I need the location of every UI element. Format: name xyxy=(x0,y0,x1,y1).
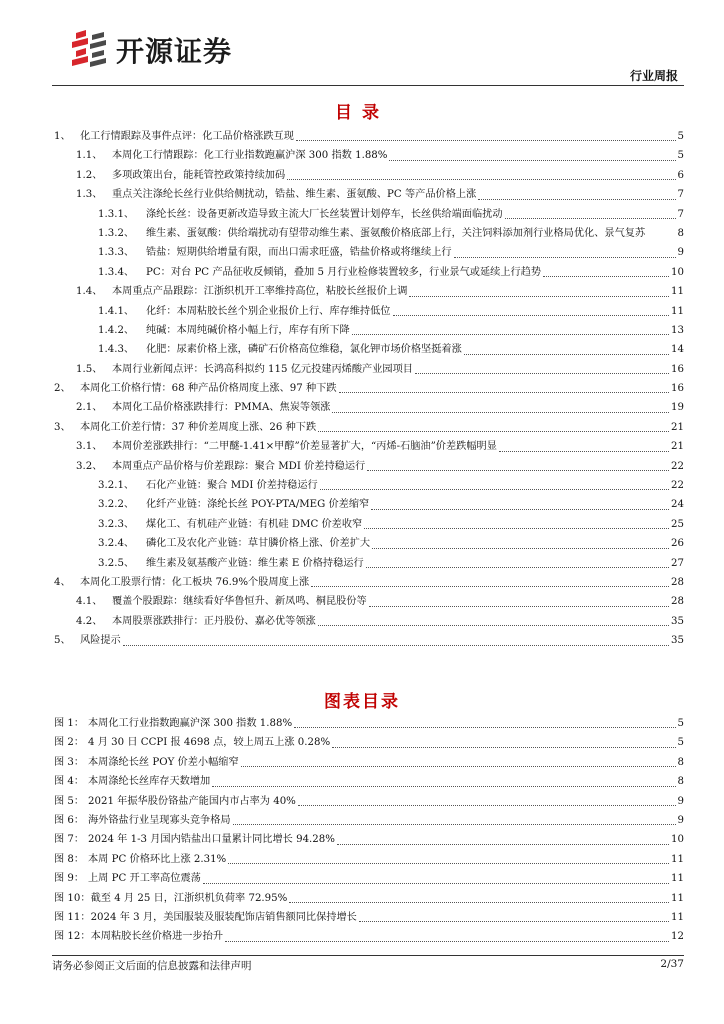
entry-number: 1.5、 xyxy=(76,363,103,375)
entry-page: 11 xyxy=(671,286,684,298)
entry-page: 9 xyxy=(677,814,684,826)
entry-title: 磷化工及农化产业链：草甘膦价格上涨、价差扩大 xyxy=(146,538,371,550)
entry-page: 6 xyxy=(677,169,684,181)
entry-title: 本周化工价格行情：68 种产品价格周度上涨、97 种下跌 xyxy=(80,383,337,395)
entry-number: 图 4： xyxy=(54,776,85,788)
entry-number: 1.3.4、 xyxy=(98,266,135,278)
entry-page: 8 xyxy=(677,776,684,788)
dot-leader xyxy=(499,451,669,452)
toc-entry[interactable] xyxy=(52,418,684,437)
entry-title: 维生素及氨基酸产业链：维生素 E 价格持稳运行 xyxy=(146,557,364,569)
toc-entry[interactable] xyxy=(52,573,684,592)
entry-page: 22 xyxy=(671,460,684,472)
entry-title: 本周化工品价格涨跌排行：PMMA、焦炭等领涨 xyxy=(112,402,331,414)
dot-leader xyxy=(233,824,676,825)
entry-title: 本周化工股票行情：化工板块 76.9%个股周度上涨 xyxy=(80,576,310,588)
toc-entry[interactable] xyxy=(52,185,684,204)
dot-leader xyxy=(505,218,676,219)
dot-leader xyxy=(318,431,669,432)
entry-page: 11 xyxy=(671,305,684,317)
entry-title: 本周涤纶长丝库存天数增加 xyxy=(88,776,211,788)
entry-title: 化工行情跟踪及事件点评：化工品价格涨跌互现 xyxy=(80,130,294,142)
entry-title: 上周 PC 开工率高位震荡 xyxy=(88,873,201,885)
dot-leader xyxy=(339,392,670,393)
dot-leader xyxy=(454,257,676,258)
entry-page: 21 xyxy=(671,421,684,433)
dot-leader xyxy=(287,179,675,180)
toc-entry[interactable] xyxy=(52,457,684,476)
entry-page: 24 xyxy=(671,499,684,511)
entry-title: 截至 4 月 25 日，江浙织机负荷率 72.95% xyxy=(90,892,288,904)
entry-number: 3.2.3、 xyxy=(98,518,135,530)
dot-leader xyxy=(225,941,669,942)
dot-leader xyxy=(464,354,669,355)
entry-page: 26 xyxy=(671,538,684,550)
toc-entry[interactable] xyxy=(52,437,684,456)
figure-entry[interactable] xyxy=(52,830,684,849)
entry-number: 1.3.2、 xyxy=(98,227,135,239)
entry-page: 16 xyxy=(671,363,684,375)
entry-number: 1.2、 xyxy=(76,169,103,181)
entry-number: 3.2.5、 xyxy=(98,557,135,569)
entry-title: 重点关注涤纶长丝行业供给侧扰动，锆盐、维生素、蛋氨酸、PC 等产品价格上涨 xyxy=(112,189,477,201)
entry-page: 7 xyxy=(677,208,684,220)
figure-entry[interactable] xyxy=(52,753,684,772)
dot-leader xyxy=(543,276,669,277)
entry-number: 1.3、 xyxy=(76,189,103,201)
entry-page: 9 xyxy=(677,247,684,259)
entry-page: 21 xyxy=(671,441,684,453)
entry-page: 11 xyxy=(671,873,684,885)
toc-entry[interactable] xyxy=(52,379,684,398)
toc-entry[interactable] xyxy=(52,205,684,224)
entry-page: 5 xyxy=(677,150,684,162)
entry-title: 本周价差涨跌排行：“二甲醚-1.41×甲醇”价差显著扩大，“丙烯-石脑油”价差跌幅明显 xyxy=(112,441,497,453)
dot-leader xyxy=(369,606,669,607)
entry-title: 4 月 30 日 CCPI 报 4698 点，较上周五上涨 0.28% xyxy=(88,737,331,749)
entry-page: 35 xyxy=(671,615,684,627)
entry-title: 本周化工价差行情：37 种价差周度上涨、26 种下跌 xyxy=(80,421,317,433)
entry-title: 覆盖个股跟踪：继续看好华鲁恒升、新凤鸣、桐昆股份等 xyxy=(112,596,367,608)
dot-leader xyxy=(228,863,669,864)
entry-page: 25 xyxy=(671,518,684,530)
entry-page: 16 xyxy=(671,383,684,395)
entry-title: 风险提示 xyxy=(80,635,121,647)
entry-number: 3.2.2、 xyxy=(98,499,135,511)
entry-page: 5 xyxy=(677,130,684,142)
entry-title: 2024 年 3 月，美国服装及服装配饰店销售额同比保持增长 xyxy=(90,911,357,923)
dot-leader xyxy=(123,645,669,646)
entry-page: 11 xyxy=(671,892,684,904)
dot-leader xyxy=(364,528,669,529)
entry-number: 图 8： xyxy=(54,853,85,865)
entry-title: 维生素、蛋氨酸：供给端扰动有望带动维生素、蛋氨酸价格底部上行，关注饲料添加剂行业格局优化、景气复苏 xyxy=(146,227,646,239)
header-divider xyxy=(52,85,684,86)
footer-disclaimer: 请务必参阅正文后面的信息披露和法律声明 xyxy=(52,960,252,972)
dot-leader xyxy=(212,786,675,787)
dot-leader xyxy=(389,160,675,161)
page-number: 2/37 xyxy=(660,958,684,970)
entry-number: 3.2、 xyxy=(76,460,103,472)
entry-number: 图 10： xyxy=(54,892,91,904)
entry-number: 3.2.1、 xyxy=(98,480,135,492)
dot-leader xyxy=(372,548,669,549)
dot-leader xyxy=(366,567,669,568)
figure-entry[interactable] xyxy=(52,927,684,946)
toc-entry[interactable] xyxy=(52,243,684,262)
entry-number: 图 5： xyxy=(54,795,85,807)
dot-leader xyxy=(203,883,669,884)
toc-entry[interactable] xyxy=(52,592,684,611)
dot-leader xyxy=(320,489,669,490)
entry-title: 本周股票涨跌排行：正丹股份、嘉必优等领涨 xyxy=(112,615,316,627)
entry-number: 图 12： xyxy=(54,931,91,943)
entry-number: 图 11： xyxy=(54,911,91,923)
entry-number: 1.3.3、 xyxy=(98,247,135,259)
toc-list xyxy=(52,127,684,651)
entry-number: 3、 xyxy=(54,421,71,433)
dot-leader xyxy=(318,625,669,626)
entry-page: 7 xyxy=(677,189,684,201)
toc-entry[interactable] xyxy=(52,360,684,379)
dot-leader xyxy=(298,805,676,806)
entry-number: 5、 xyxy=(54,635,71,647)
entry-page: 35 xyxy=(671,635,684,647)
toc-entry[interactable] xyxy=(52,224,684,243)
toc-entry[interactable] xyxy=(52,515,684,534)
entry-number: 图 2： xyxy=(54,737,85,749)
figure-entry[interactable] xyxy=(52,772,684,791)
entry-title: 本周重点产品价格与价差跟踪：聚合 MDI 价差持稳运行 xyxy=(112,460,366,472)
entry-number: 1.3.1、 xyxy=(98,208,135,220)
entry-title: 本周化工行业指数跑赢沪深 300 指数 1.88% xyxy=(88,717,293,729)
entry-number: 图 6： xyxy=(54,814,85,826)
page-header xyxy=(52,18,684,90)
toc-entry[interactable] xyxy=(52,398,684,417)
entry-number: 2、 xyxy=(54,383,71,395)
entry-page: 8 xyxy=(677,756,684,768)
entry-number: 图 7： xyxy=(54,834,85,846)
entry-page: 5 xyxy=(677,717,684,729)
entry-title: 锆盐：短期供给增量有限，而出口需求旺盛，锆盐价格或将继续上行 xyxy=(146,247,452,259)
entry-number: 3.2.4、 xyxy=(98,538,135,550)
figure-entry[interactable] xyxy=(52,733,684,752)
entry-page: 8 xyxy=(677,227,684,239)
entry-number: 4.1、 xyxy=(76,596,103,608)
toc-entry[interactable] xyxy=(52,534,684,553)
footer-divider xyxy=(52,955,684,956)
brand-logo-icon xyxy=(66,27,110,73)
dot-leader xyxy=(294,727,675,728)
report-type-tag: 行业周报 xyxy=(629,69,678,83)
entry-page: 22 xyxy=(671,480,684,492)
entry-title: PC：对台 PC 产品征收反倾销，叠加 5 月行业检修装置较多，行业景气或延续上行趋势 xyxy=(146,266,542,278)
entry-number: 4.2、 xyxy=(76,615,103,627)
entry-page: 19 xyxy=(671,402,684,414)
figure-entry[interactable] xyxy=(52,908,684,927)
entry-number: 1.4.2、 xyxy=(98,324,135,336)
entry-title: 本周重点产品跟踪：江浙织机开工率维持高位，粘胶长丝报价上调 xyxy=(112,286,408,298)
entry-number: 1、 xyxy=(54,130,71,142)
entry-title: 纯碱：本周纯碱价格小幅上行，库存有所下降 xyxy=(146,324,350,336)
dot-leader xyxy=(478,199,675,200)
entry-page: 13 xyxy=(671,324,684,336)
dot-leader xyxy=(415,373,669,374)
entry-number: 3.1、 xyxy=(76,441,103,453)
entry-title: 本周粘胶长丝价格进一步抬升 xyxy=(90,931,224,943)
entry-page: 28 xyxy=(671,596,684,608)
dot-leader xyxy=(289,902,669,903)
toc-title: 目录 xyxy=(335,103,389,123)
entry-page: 5 xyxy=(677,737,684,749)
entry-title: 化肥：尿素价格上涨，磷矿石价格高位维稳，氯化钾市场价格坚挺着涨 xyxy=(146,344,462,356)
entry-number: 2.1、 xyxy=(76,402,103,414)
toc-entry[interactable] xyxy=(52,321,684,340)
entry-number: 图 9： xyxy=(54,873,85,885)
toc-entry[interactable] xyxy=(52,631,684,650)
entry-number: 1.4.1、 xyxy=(98,305,135,317)
toc-entry[interactable] xyxy=(52,476,684,495)
figure-entry[interactable] xyxy=(52,792,684,811)
entry-page: 12 xyxy=(671,931,684,943)
brand-logo xyxy=(66,24,262,76)
entry-title: 化纤产业链：涤纶长丝 POY-PTA/MEG 价差缩窄 xyxy=(146,499,370,511)
figure-entry[interactable] xyxy=(52,869,684,888)
dot-leader xyxy=(337,844,669,845)
dot-leader xyxy=(241,766,676,767)
dot-leader xyxy=(332,747,675,748)
entry-title: 本周行业新闻点评：长鸿高科拟约 115 亿元投建丙烯酸产业园项目 xyxy=(112,363,413,375)
figure-entry[interactable] xyxy=(52,850,684,869)
entry-page: 9 xyxy=(677,795,684,807)
entry-title: 2021 年振华股份铬盐产能国内市占率为 40% xyxy=(88,795,296,807)
entry-title: 2024 年 1-3 月国内锆盐出口量累计同比增长 94.28% xyxy=(88,834,335,846)
entry-page: 10 xyxy=(671,834,684,846)
entry-title: 本周 PC 价格环比上涨 2.31% xyxy=(88,853,227,865)
entry-number: 1.4、 xyxy=(76,286,103,298)
entry-number: 1.1、 xyxy=(76,150,103,162)
entry-title: 石化产业链：聚合 MDI 价差持稳运行 xyxy=(146,480,318,492)
entry-title: 本周涤纶长丝 POY 价差小幅缩窄 xyxy=(88,756,239,768)
dot-leader xyxy=(371,509,669,510)
dot-leader xyxy=(296,140,676,141)
dot-leader xyxy=(409,296,669,297)
dot-leader xyxy=(393,315,670,316)
figure-entry[interactable] xyxy=(52,811,684,830)
entry-number: 4、 xyxy=(54,576,71,588)
entry-page: 11 xyxy=(671,853,684,865)
entry-title: 本周化工行情跟踪：化工行业指数跑赢沪深 300 指数 1.88% xyxy=(112,150,388,162)
dot-leader xyxy=(311,586,669,587)
entry-title: 化纤：本周粘胶长丝个别企业报价上行、库存维持低位 xyxy=(146,305,391,317)
toc-entry[interactable] xyxy=(52,302,684,321)
toc-entry[interactable] xyxy=(52,263,684,282)
dot-leader xyxy=(367,470,669,471)
entry-number: 图 3： xyxy=(54,756,85,768)
entry-page: 14 xyxy=(671,344,684,356)
entry-title: 涤纶长丝：设备更新改造导致主流大厂长丝装置计划停车，长丝供给端面临扰动 xyxy=(146,208,503,220)
toc-entry[interactable] xyxy=(52,554,684,573)
entry-title: 煤化工、有机硅产业链：有机硅 DMC 价差收窄 xyxy=(146,518,363,530)
toc-entry[interactable] xyxy=(52,127,684,146)
toc-entry[interactable] xyxy=(52,166,684,185)
entry-title: 海外铬盐行业呈现寡头竞争格局 xyxy=(88,814,231,826)
entry-page: 11 xyxy=(671,911,684,923)
figure-entry[interactable] xyxy=(52,714,684,733)
figure-list xyxy=(52,714,684,947)
toc-entry[interactable] xyxy=(52,612,684,631)
toc-entry[interactable] xyxy=(52,340,684,359)
toc-entry[interactable] xyxy=(52,146,684,165)
toc-entry[interactable] xyxy=(52,282,684,301)
figure-list-title: 图表目录 xyxy=(324,692,400,712)
entry-page: 10 xyxy=(671,266,684,278)
figure-entry[interactable] xyxy=(52,889,684,908)
entry-page: 28 xyxy=(671,576,684,588)
entry-number: 图 1： xyxy=(54,717,85,729)
dot-leader xyxy=(352,334,669,335)
toc-entry[interactable] xyxy=(52,495,684,514)
entry-page: 27 xyxy=(671,557,684,569)
brand-name: 开源证券 xyxy=(116,35,233,68)
entry-number: 1.4.3、 xyxy=(98,344,135,356)
dot-leader xyxy=(332,412,669,413)
dot-leader xyxy=(359,921,669,922)
entry-title: 多项政策出台，能耗管控政策持续加码 xyxy=(112,169,286,181)
